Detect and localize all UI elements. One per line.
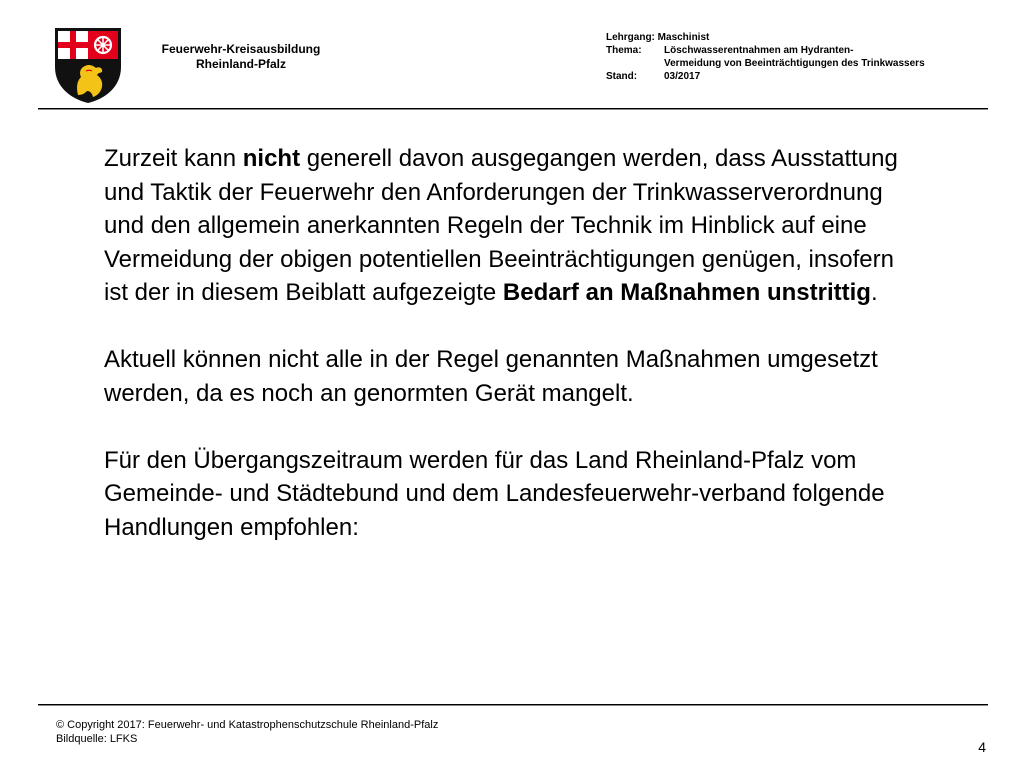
footer [56, 718, 438, 746]
coat-of-arms-icon [52, 25, 124, 105]
topic-value-line-2: Vermeidung von Beeinträchtigungen des Trinkwassers [664, 58, 925, 69]
page-number: 4 [978, 739, 986, 755]
emphasis-bedarf: Bedarf an Maßnahmen unstrittig [502, 279, 871, 306]
course-value: Maschinist [657, 32, 710, 43]
header-divider [38, 108, 988, 110]
topic-continuation-row [606, 57, 925, 70]
slide-body [104, 142, 924, 578]
status-row [606, 70, 925, 83]
status-label: Stand: [606, 71, 638, 82]
copyright-text: © Copyright 2017: Feuerwehr- und Katastrophenschutzschule Rheinland-Pfalz [56, 719, 439, 731]
organization-line-1: Feuerwehr-Kreisausbildung [161, 42, 321, 56]
course-label: Lehrgang: [606, 32, 655, 43]
paragraph-3: Für den Übergangszeitraum werden für das Land Rheinland-Pfalz vom Gemeinde- und Städtebund und dem Landesfeuerwehr-verband folgende Handlungen empfohlen: [104, 446, 885, 541]
course-row [606, 31, 925, 44]
image-source-text: Bildquelle: LFKS [56, 733, 138, 745]
emphasis-nicht: nicht [242, 145, 301, 172]
topic-label: Thema: [606, 45, 642, 56]
organization-name [130, 42, 352, 72]
topic-row [606, 44, 925, 57]
course-metadata [606, 31, 925, 83]
topic-value-line-1: Löschwasserentnahmen am Hydranten- [664, 45, 854, 56]
paragraph-2: Aktuell können nicht alle in der Regel genannten Maßnahmen umgesetzt werden, da es noch an genormten Gerät mangelt. [104, 346, 878, 407]
status-value: 03/2017 [664, 71, 701, 82]
paragraph-1: Zurzeit kann nicht generell davon ausgegangen werden, dass Ausstattung und Taktik der Feuerwehr den Anforderungen der Trinkwasserverordnung und den allgemein anerkannten Regeln der Technik im Hinblick auf eine Vermeidung der obigen potentiellen Beeinträchtigungen genügen, insofern ist der in diesem Beiblatt aufgezeigte Bedarf an Maßnahmen unstrittig. [104, 145, 898, 306]
organization-line-2: Rheinland-Pfalz [195, 57, 286, 71]
footer-divider [38, 704, 988, 706]
